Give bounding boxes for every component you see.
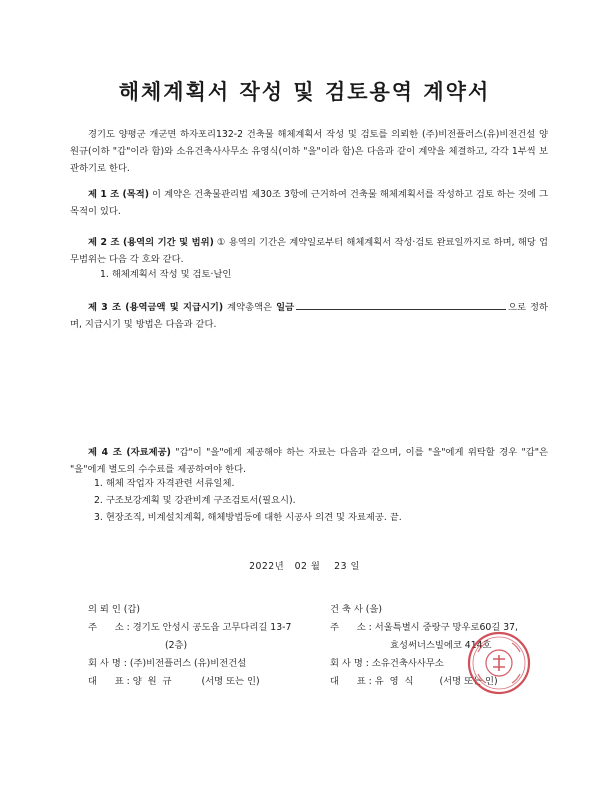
client-rep-label: 대 표 : (88, 676, 130, 687)
article-4 (70, 444, 548, 478)
article-1 (70, 186, 548, 220)
architect-heading: 건 축 사 (을) (330, 604, 383, 615)
client-heading: 의 뢰 인 (갑) (88, 604, 141, 615)
article-2-text: ① 용역의 기간은 계약일로부터 해체계획서 작성·검토 완료일까지로 하며, 해당 업무범위는 다음 각 호와 같다. (70, 237, 548, 265)
architect-rep: 유 영 식 (374, 676, 414, 687)
article-4-item-2: 2. 구조보강계획 및 강관비계 구조검토서(필요시). (94, 495, 296, 506)
client-address-label: 주 소 : (88, 622, 130, 633)
amount-prefix: 일금 (276, 302, 295, 313)
article-2-item-1: 1. 해체계획서 작성 및 검토·날인 (100, 269, 232, 280)
article-1-label: 제 1 조 (목적) (88, 189, 149, 200)
architect-company-label: 회 사 명 : (330, 658, 369, 669)
article-4-text: "갑"이 "을"에게 제공해야 하는 자료는 다음과 같으며, 이를 "을"에게 위탁할 경우 "갑"은 "을"에게 별도의 수수료를 제공하여야 한다. (70, 447, 549, 475)
client-company: (주)비전플러스 (유)비전건설 (129, 658, 247, 669)
architect-seal-stamp (466, 630, 532, 696)
intro-paragraph: 경기도 양평군 개군면 하자포리132-2 건축물 해체계획서 작성 및 검토를 의뢰한 (주)비전플러스(유)비전건설 양원규(이하 "갑"이라 함)와 소유건축사사무소 유영식(이하 "을"이라 함)은 다음과 같이 계약을 체결하고, 각각 1부씩 보관하기로 한다. (70, 129, 548, 174)
client-address-line2: (2층) (165, 640, 188, 651)
contract-date: 2022년 02 월 23 일 (249, 561, 360, 572)
article-3 (70, 298, 548, 333)
article-3-text-before: 계약총액은 (223, 302, 277, 313)
client-company-label: 회 사 명 : (88, 658, 127, 669)
client-rep: 양 원 규 (132, 676, 172, 687)
amount-blank-line (296, 298, 506, 310)
article-3-text-after: 으로 정하며, 지급시기 및 방법은 다음과 같다. (70, 302, 548, 330)
client-sign: (서명 또는 인) (201, 676, 260, 687)
document-title: 해체계획서 작성 및 검토용역 계약서 (118, 80, 491, 104)
architect-address: 서울특별시 중랑구 망우로60길 37, (374, 622, 519, 633)
article-1-text: 이 계약은 건축물관리법 제30조 3항에 근거하여 건축물 해체계획서를 작성하고 검토 하는 것에 그 목적이 있다. (70, 189, 548, 217)
architect-rep-label: 대 표 : (330, 676, 372, 687)
article-2 (70, 234, 548, 268)
client-address: 경기도 안성시 공도읍 고무다리길 13-7 (132, 622, 292, 633)
article-4-item-3: 3. 현장조직, 비계설치계획, 해체방법등에 대한 시공사 의견 및 자료제공. 끝. (94, 512, 402, 523)
architect-address-line2: 효성써너스빌에코 414호 (390, 640, 492, 651)
article-3-label: 제 3 조 (용역금액 및 지급시기) (88, 302, 224, 313)
client-block (88, 601, 291, 691)
article-4-label: 제 4 조 (자료제공) (88, 447, 171, 458)
article-2-label: 제 2 조 (용역의 기간 및 범위) (88, 237, 214, 248)
architect-address-label: 주 소 : (330, 622, 372, 633)
architect-sign: (서명 또는 인) (439, 676, 498, 687)
architect-company: 소유건축사사무소 (371, 658, 444, 669)
article-4-item-1: 1. 해체 작업자 자격관련 서류일체. (94, 478, 235, 489)
